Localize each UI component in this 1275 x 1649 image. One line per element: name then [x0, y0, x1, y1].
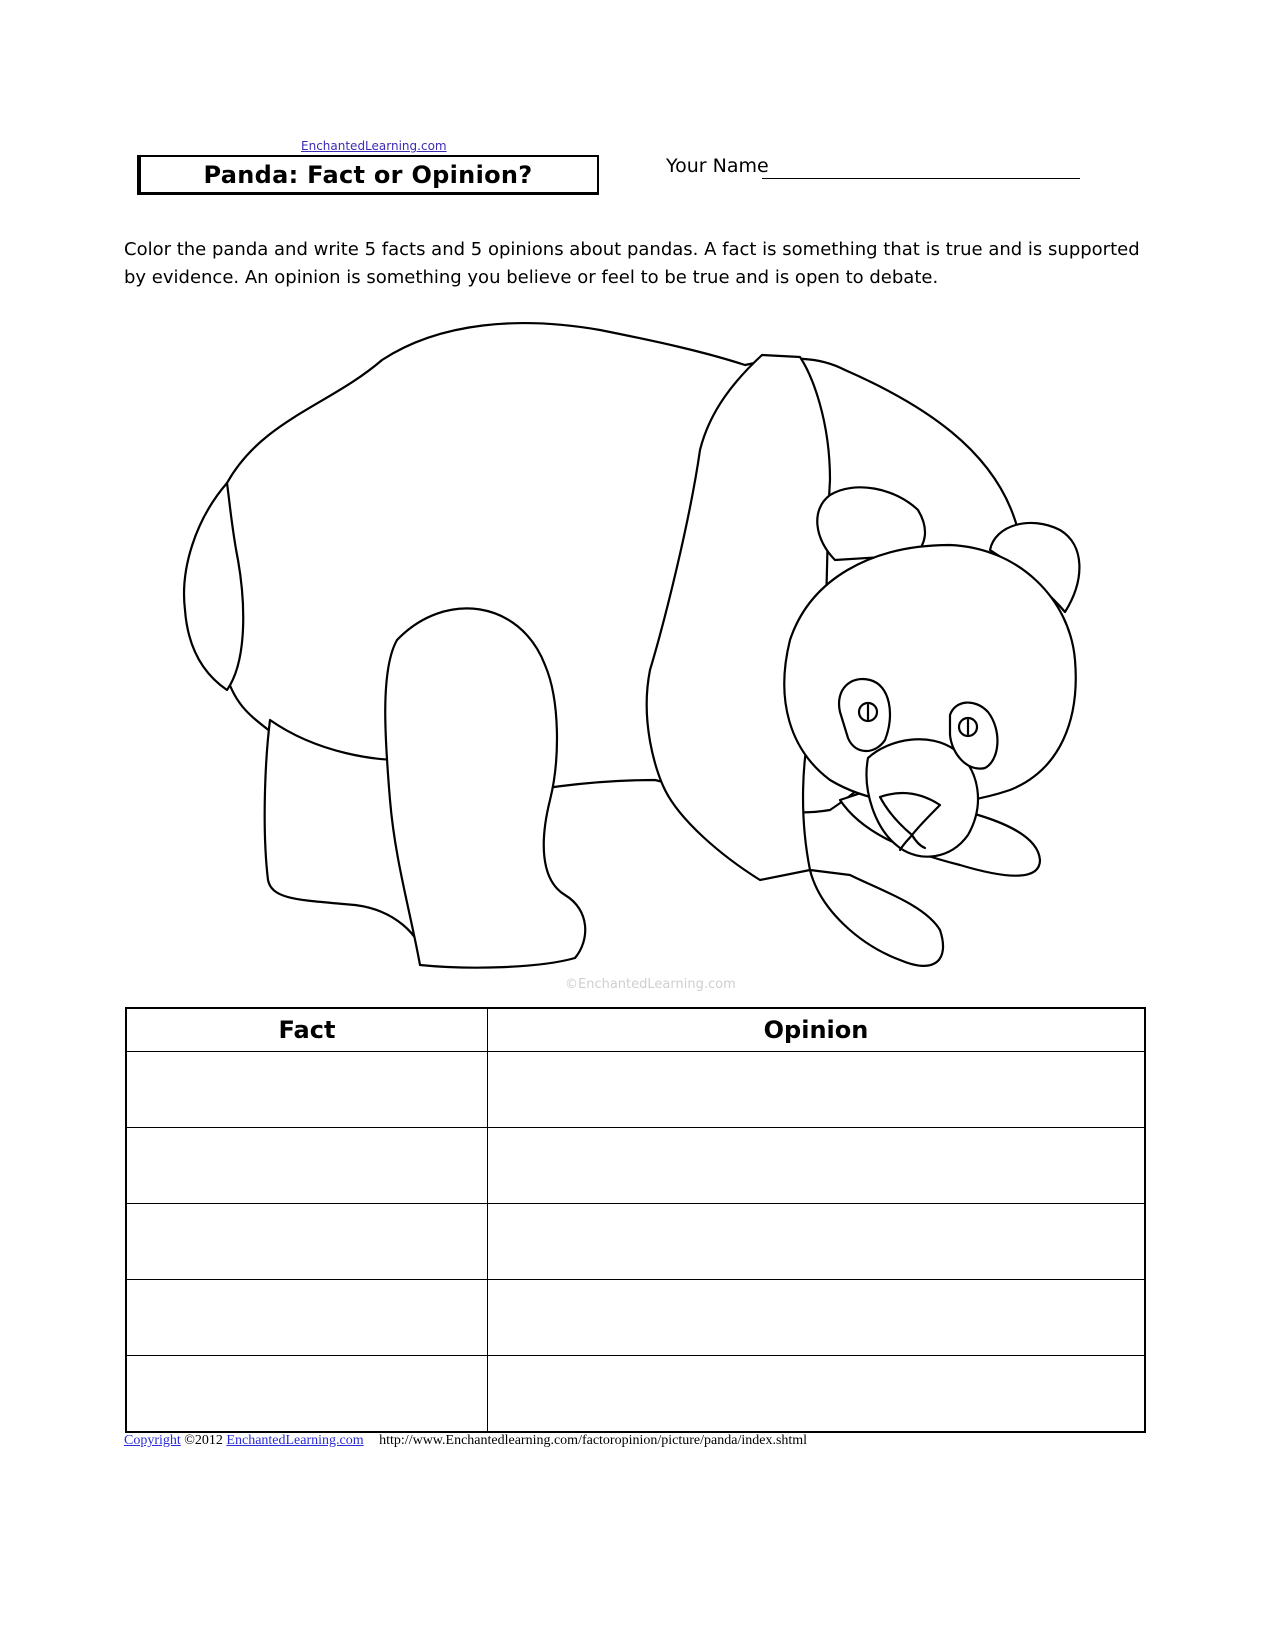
site-link[interactable]: EnchantedLearning.com: [301, 139, 447, 153]
table-row: [126, 1280, 1145, 1356]
table-row: [126, 1356, 1145, 1433]
panda-right-paw: [810, 870, 943, 966]
fact-cell[interactable]: [126, 1052, 487, 1128]
fact-header: Fact: [126, 1008, 487, 1052]
page-url: http://www.Enchantedlearning.com/factoropinion/picture/panda/index.shtml: [379, 1433, 808, 1448]
fact-cell[interactable]: [126, 1280, 487, 1356]
opinion-cell[interactable]: [487, 1128, 1145, 1204]
opinion-cell[interactable]: [487, 1204, 1145, 1280]
copyright-year: ©2012: [184, 1433, 223, 1448]
table-row: [126, 1052, 1145, 1128]
title-box: [137, 155, 599, 195]
fact-cell[interactable]: [126, 1128, 487, 1204]
fact-cell[interactable]: [126, 1204, 487, 1280]
instructions: Color the panda and write 5 facts and 5 opinions about pandas. A fact is something that is true and is supported by evidence. An opinion is something you believe or feel to be true and is open to debate.: [124, 239, 1140, 288]
name-line[interactable]: [762, 178, 1080, 179]
name-label: Your Name: [666, 155, 769, 177]
fact-cell[interactable]: [126, 1356, 487, 1433]
table-row: [126, 1128, 1145, 1204]
footer: [124, 1433, 807, 1449]
opinion-header: Opinion: [487, 1008, 1145, 1052]
opinion-cell[interactable]: [487, 1280, 1145, 1356]
footer-site-link[interactable]: EnchantedLearning.com: [226, 1433, 364, 1448]
opinion-cell[interactable]: [487, 1052, 1145, 1128]
page-title: Panda: Fact or Opinion?: [203, 161, 533, 189]
panda-illustration: [0, 300, 1275, 1000]
fact-opinion-table: [125, 1007, 1146, 1433]
table-row: [126, 1204, 1145, 1280]
opinion-cell[interactable]: [487, 1356, 1145, 1433]
copyright-link[interactable]: Copyright: [124, 1433, 181, 1448]
watermark: ©EnchantedLearning.com: [565, 977, 736, 992]
